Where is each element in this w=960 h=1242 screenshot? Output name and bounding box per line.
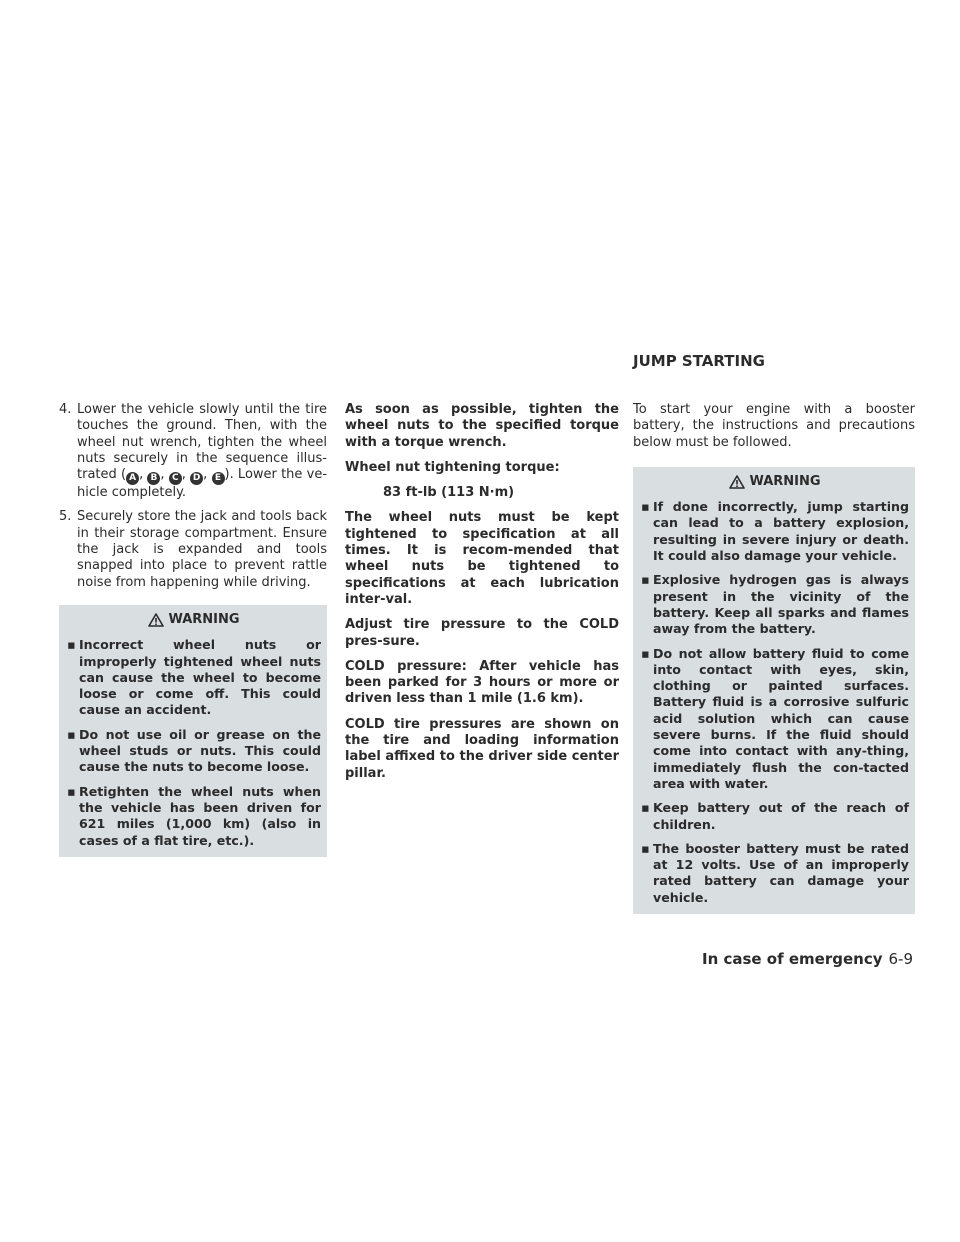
step-text: Securely store the jack and tools back in their storage compartment. Ensure the jack is expanded and tools snapped into place to prevent rattle noise from happening while driving. xyxy=(77,509,327,590)
pressure-label-note: COLD tire pressures are shown on the tire and loading information label affixed to the driver side center pillar. xyxy=(345,716,619,781)
column-middle xyxy=(345,402,619,791)
page-footer xyxy=(702,950,913,968)
warning-title: WARNING xyxy=(749,473,821,489)
torque-value: 83 ft-lb (113 N·m) xyxy=(383,485,515,501)
column-left xyxy=(59,402,327,857)
warning-item: ▪ Do not use oil or grease on the wheel studs or nuts. This could cause the nuts to become loose. xyxy=(67,726,321,775)
circled-letter-c: C xyxy=(169,472,182,485)
warning-item: ▪ Do not allow battery fluid to come into contact with eyes, skin, clothing or painted surfaces. Battery fluid is a corrosive sulfuric acid solution which can cause severe burns. If the fluid should come into contact with any-thing, immediately flush the con-tacted area with water. xyxy=(641,645,909,791)
warning-item: ▪ Keep battery out of the reach of children. xyxy=(641,800,909,832)
circled-letter-d: D xyxy=(190,472,203,485)
warning-triangle-icon xyxy=(148,613,164,627)
warning-triangle-icon xyxy=(729,475,745,489)
pressure-instruction: Adjust tire pressure to the COLD pres-sure. xyxy=(345,617,619,649)
torque-instruction: As soon as possible, tighten the wheel nuts to the specified torque with a torque wrench. xyxy=(345,402,619,450)
page-number: 6-9 xyxy=(888,950,913,968)
column-right xyxy=(633,402,915,914)
circled-letter-a: A xyxy=(126,472,139,485)
step-number: 4. xyxy=(59,402,72,417)
torque-label: Wheel nut tightening torque: xyxy=(345,459,560,475)
circled-letter-b: B xyxy=(147,472,160,485)
warning-item: ▪ The booster battery must be rated at 12 volts. Use of an improperly rated battery can damage your vehicle. xyxy=(641,840,909,905)
step-4: 4. Lower the vehicle slowly until the tire touches the ground. Then, with the wheel nut wrench, tighten the wheel nuts securely in the sequence illus-trated ( A , B , C , D , E ). Lower the ve-hicle completely. xyxy=(59,402,328,501)
cold-pressure-definition: COLD pressure: After vehicle has been parked for 3 hours or more or driven less than 1 mile (1.6 km). xyxy=(345,658,619,707)
warning-item: ▪ Explosive hydrogen gas is always present in the vicinity of the battery. Keep all sparks and flames away from the battery. xyxy=(641,572,909,637)
warning-title: WARNING xyxy=(168,611,240,627)
warning-header xyxy=(641,474,909,490)
section-title: JUMP STARTING xyxy=(633,352,765,370)
chapter-title: In case of emergency xyxy=(701,950,883,968)
step-text: Lower the vehicle slowly until the tire touches the ground. Then, with the wheel nut wrench, tighten the wheel nuts securely in the sequence illus-trated ( xyxy=(77,402,327,483)
step-text-end: ). Lower the ve-hicle completely. xyxy=(77,467,328,501)
warning-box xyxy=(59,605,327,857)
warning-item: ▪ Retighten the wheel nuts when the vehicle has been driven for 621 miles (1,000 km) (also in cases of a flat tire, etc.). xyxy=(67,783,321,848)
step-5 xyxy=(59,509,327,590)
warning-item: ▪ If done incorrectly, jump starting can lead to a battery explosion, resulting in severe injury or death. It could also damage your vehicle. xyxy=(641,499,909,564)
circled-letter-e: E xyxy=(212,472,225,485)
step-number: 5. xyxy=(59,509,72,525)
torque-note: The wheel nuts must be kept tightened to specification at all times. It is recom-mended that wheel nuts be tightened to specifications at each lubrication inter-val. xyxy=(345,510,619,607)
warning-item: ▪ Incorrect wheel nuts or improperly tightened wheel nuts can cause the wheel to become loose or come off. This could cause an accident. xyxy=(67,637,321,718)
warning-box xyxy=(633,467,915,914)
jump-start-intro: To start your engine with a booster battery, the instructions and precautions below must be followed. xyxy=(633,402,915,450)
warning-header xyxy=(67,612,321,628)
